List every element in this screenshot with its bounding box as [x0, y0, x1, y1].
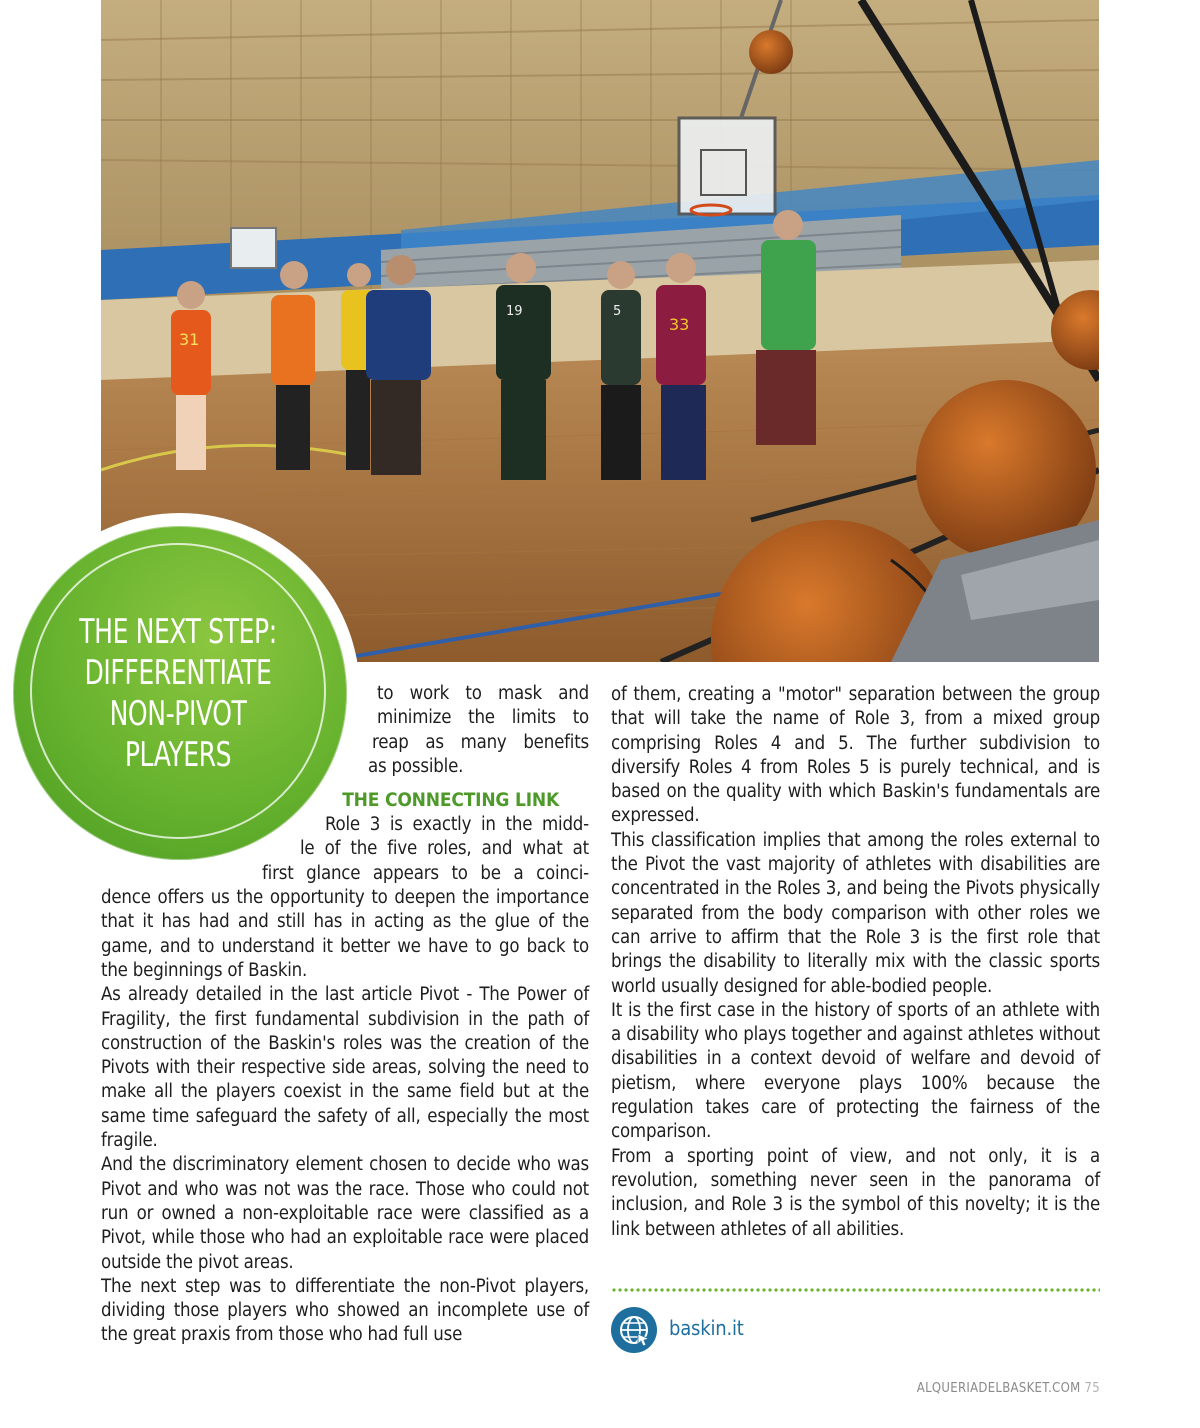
intro-line: minimize the limits to — [377, 707, 589, 729]
wrap-line-3 — [101, 862, 589, 886]
wrap-line: Role 3 is exactly in the midd- — [325, 814, 589, 836]
paragraph: From a sporting point of view, and not only, it is a revolution, something never seen in the panorama of inclusion, and Role 3 is the symbol of this novelty; it is the link between athletes of all abilities. — [611, 1145, 1100, 1240]
intro-line: to work to mask and — [377, 683, 589, 704]
intro-text — [101, 682, 589, 779]
section-title-line: NON-PIVOT — [109, 694, 247, 734]
paragraph: The next step was to differentiate the non-Pivot players, dividing those players who showed an incomplete use of the great praxis from those who had full use — [101, 1275, 589, 1346]
jersey-number: 5 — [613, 304, 622, 319]
intro-line: as possible. — [368, 755, 464, 777]
jersey-number: 33 — [669, 315, 690, 334]
website-link[interactable]: baskin.it — [669, 1316, 744, 1340]
paragraph: This classification implies that among the roles external to the Pivot the vast majority of athletes with disabilities are concentrated in the Roles 3, and being the Pivots physically separated from the body comparison with other roles we can arrive to affirm that the Role 3 is the first role that brings the disability to literally mix with the classic sports world usually designed for able-bodied people. — [611, 829, 1100, 997]
section-title-line: DIFFERENTIATE — [84, 653, 272, 693]
paragraph: dence offers us the opportunity to deepen the importance that it has had and still has in acting as the glue of the game, and to understand it better we have to go back to the beginnings of Baskin. — [101, 887, 589, 981]
right-column — [611, 683, 1100, 1242]
globe-cursor-icon[interactable] — [611, 1307, 657, 1353]
section-title-line: PLAYERS — [124, 735, 232, 775]
paragraph: of them, creating a "motor" separation between the group that will take the name of Role 3, from a mixed group comprising Roles 4 and 5. The further subdivision to diversify Roles 4 from Roles 5 is purely technical, and is based on the quality with which Baskin's fundamentals are expressed. — [611, 684, 1100, 827]
wrap-line-2 — [101, 837, 589, 861]
wrap-line-1 — [101, 813, 589, 837]
paragraph: It is the first case in the history of sports of an athlete with a disability who plays together and against athletes without disabilities in a context devoid of welfare and devoid of pietism, where everyone plays 100% because the regulation takes care of protecting the fairness of the comparison. — [611, 999, 1100, 1143]
jersey-number: 31 — [179, 330, 200, 349]
dotted-divider — [611, 1287, 1100, 1293]
site-name: ALQUERIADELBASKET.COM — [916, 1381, 1081, 1396]
paragraph: As already detailed in the last article Pivot - The Power of Fragility, the first fundamental subdivision in the path of construction of the Baskin's roles was the creation of the Pivots with their respective side areas, solving the need to make all the players coexist in the same field but at the same time safeguard the safety of all, especially the most fragile. — [101, 984, 589, 1152]
intro-line: reap as many benefits — [372, 731, 589, 753]
subheading: THE CONNECTING LINK — [342, 789, 559, 812]
wrap-line: le of the five roles, and what at — [300, 838, 589, 860]
wrap-line: first glance appears to be a coinci- — [262, 862, 589, 884]
page-footer — [900, 1381, 1100, 1396]
jersey-number: 19 — [506, 304, 523, 319]
page-number: 75 — [1084, 1381, 1100, 1396]
left-column — [101, 682, 589, 1348]
section-title-line: THE NEXT STEP: — [79, 612, 277, 652]
paragraph: And the discriminatory element chosen to decide who was Pivot and who was not was the race. Those who could not run or owned a non-exploitable race were classified as a Pivot, while those who had an exploitable race were placed outside the pivot areas. — [101, 1154, 589, 1273]
